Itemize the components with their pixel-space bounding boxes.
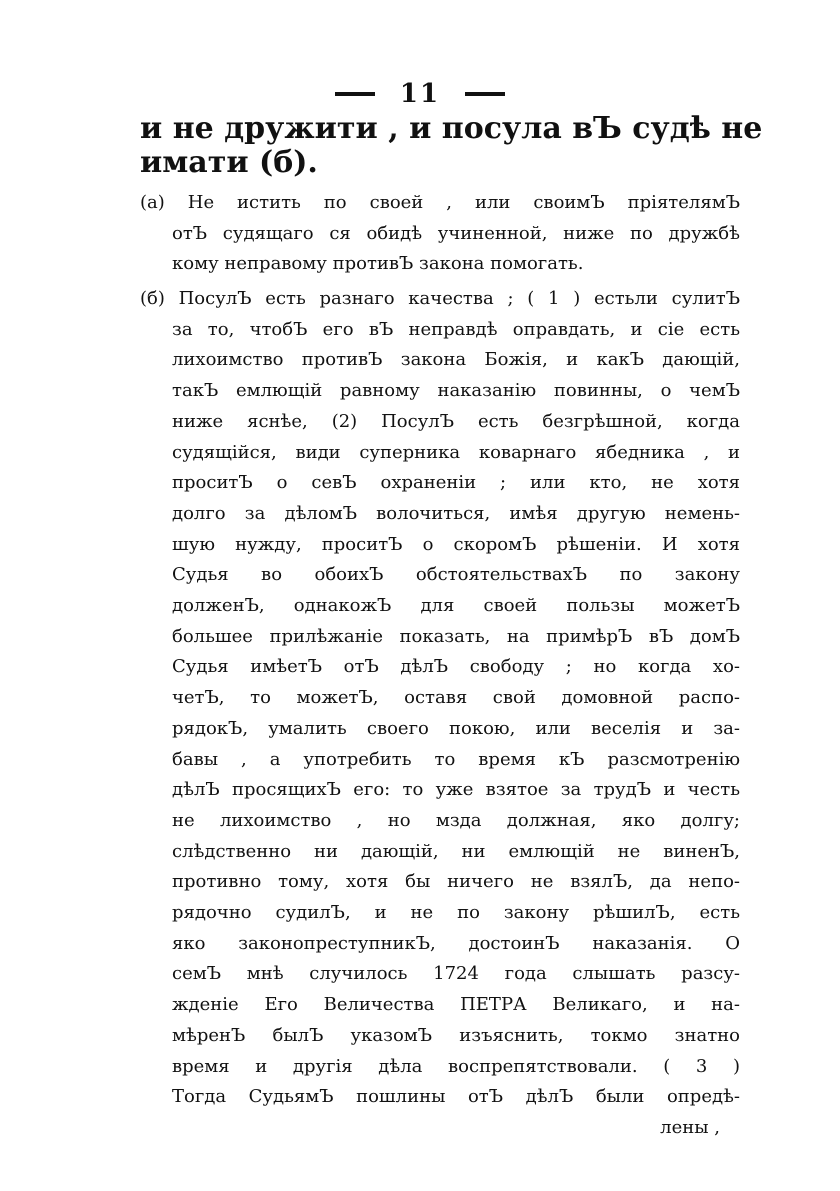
footnote-b-line: (б) ПосулЪ есть разнаго качества ; ( 1 ) естьли сулитЪ <box>140 288 740 309</box>
footnote-b-line: такЪ емлющій равному наказанію повинны, о чемЪ <box>172 380 740 402</box>
footnote-b-line: ниже яснѣе, (2) ПосулЪ есть безгрѣшной, когда <box>172 410 740 432</box>
footnote-b <box>140 284 740 1144</box>
footnote-b-line: семЪ мнѣ случилось 1724 года слышать разсу- <box>172 963 740 985</box>
footnote-b-line: за то, чтобЪ его вЪ неправдѣ оправдать, и сіе есть <box>172 318 740 340</box>
footnote-a-line: (а) Не истить по своей , или своимЪ пріятелямЪ <box>140 192 740 213</box>
footnote-b-line: рядочно судилЪ, и не по закону рѣшилЪ, есть <box>172 902 740 924</box>
footnote-b-line: лены , <box>660 1116 720 1138</box>
footnote-b-line: рядокЪ, умалить своего покою, или веселія и за- <box>172 717 740 739</box>
footnote-b-line: судящійся, види суперника коварнаго ябедника , и <box>172 441 740 463</box>
footnote-b-line: четЪ, то можетЪ, оставя свой домовной распо- <box>172 687 740 709</box>
footnote-b-line: долженЪ, однакожЪ для своей пользы можетЪ <box>172 595 740 617</box>
footnote-b-line: слѣдственно ни дающій, ни емлющій не виненЪ, <box>172 840 740 862</box>
main-line-1: и не дружити , и посула вЪ судѣ не <box>140 111 763 146</box>
footnote-b-line: жденіе Его Величества ПЕТРА Великаго, и на- <box>172 994 740 1016</box>
footnote-b-line: шую нужду, проситЪ о скоромЪ рѣшеніи. И хотя <box>172 533 740 555</box>
main-line-2: имати (б). <box>140 145 318 180</box>
footnote-b-line: Судья во обоихЪ обстоятельствахЪ по закону <box>172 564 740 586</box>
footnote-b-line: время и другія дѣла воспрепятствовали. ( 3 ) <box>172 1055 740 1077</box>
page-header <box>0 78 840 109</box>
footnote-b-line: проситЪ о севЪ охраненіи ; или кто, не хотя <box>172 472 740 494</box>
footnote-a-line: отЪ судящаго ся обидѣ учиненной, ниже по дружбѣ <box>172 222 740 244</box>
footnote-b-line: противно тому, хотя бы ничего не взялЪ, да непо- <box>172 871 740 893</box>
footnote-b-line: Судья имѣетЪ отЪ дѣлЪ свободу ; но когда хо- <box>172 656 740 678</box>
footnote-b-line: не лихоимство , но мзда должная, яко долгу; <box>172 809 740 831</box>
footnote-b-line: дѣлЪ просящихЪ его: то уже взятое за трудЪ и честь <box>172 779 740 801</box>
page-number: 11 <box>399 79 441 109</box>
header-dash-right <box>465 92 505 96</box>
footnote-b-line: долго за дѣломЪ волочиться, имѣя другую немень- <box>172 502 740 524</box>
footnote-b-line: яко законопреступникЪ, достоинЪ наказанія. О <box>172 932 740 954</box>
footnote-b-line: лихоимство противЪ закона Божія, и какЪ дающій, <box>172 349 740 371</box>
header-dash-left <box>335 92 375 96</box>
footnote-b-line: Тогда СудьямЪ пошлины отЪ дѣлЪ были опредѣ- <box>172 1086 740 1108</box>
footnote-b-line: большее прилѣжаніе показать, на примѣрЪ вЪ домЪ <box>172 625 740 647</box>
footnote-a-line: кому неправому противЪ закона помогать. <box>172 253 584 275</box>
footnote-b-line: мѣренЪ былЪ указомЪ изъяснить, токмо знатно <box>172 1024 740 1046</box>
footnote-a <box>140 188 740 280</box>
footnote-b-line: бавы , а употребить то время кЪ разсмотренію <box>172 748 740 770</box>
main-paragraph <box>140 111 763 180</box>
